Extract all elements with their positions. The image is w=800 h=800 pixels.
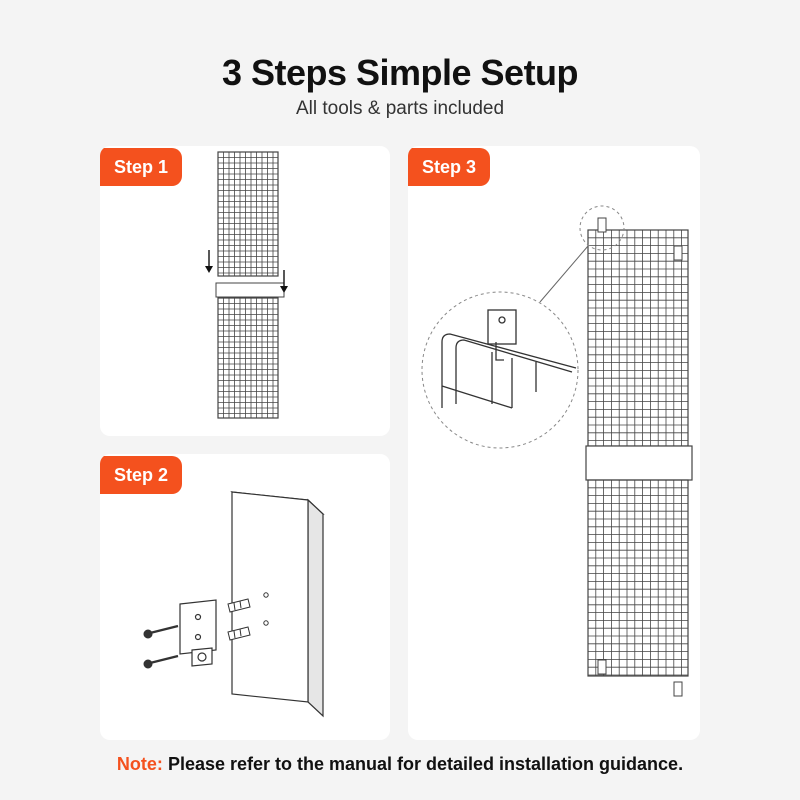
step-1-panel [100,146,390,436]
step-3-badge: Step 3 [408,148,490,186]
step-3-panel [408,146,700,740]
hanging-grid-illustration [408,146,700,740]
top-hook-right [674,246,682,260]
page-title: 3 Steps Simple Setup [221,52,579,93]
middle-connector-bar [586,446,692,480]
bracket-plate [180,600,216,666]
wall-bracket-mounting-illustration [100,454,390,740]
step-2-badge: Step 2 [100,456,182,494]
top-hook-left [598,218,606,232]
screws [144,626,178,668]
arrow-head-left [205,266,213,273]
grid-panel-joining-illustration [100,146,390,436]
upper-hanging-grid [588,230,688,446]
page-subtitle: All tools & parts included [295,98,505,119]
callout-line [540,246,588,302]
step-1-badge: Step 1 [100,148,182,186]
connector-bar [216,283,284,297]
bottom-hook-right [674,682,682,696]
lower-grid-panel [218,298,278,418]
installation-note [0,754,800,775]
step-2-panel [100,454,390,740]
lower-hanging-grid [588,480,688,676]
note-text: Please refer to the manual for detailed installation guidance. [167,754,684,774]
upper-grid-panel [218,152,278,276]
bottom-hook-left [598,660,606,674]
note-label: Note: [116,754,163,774]
